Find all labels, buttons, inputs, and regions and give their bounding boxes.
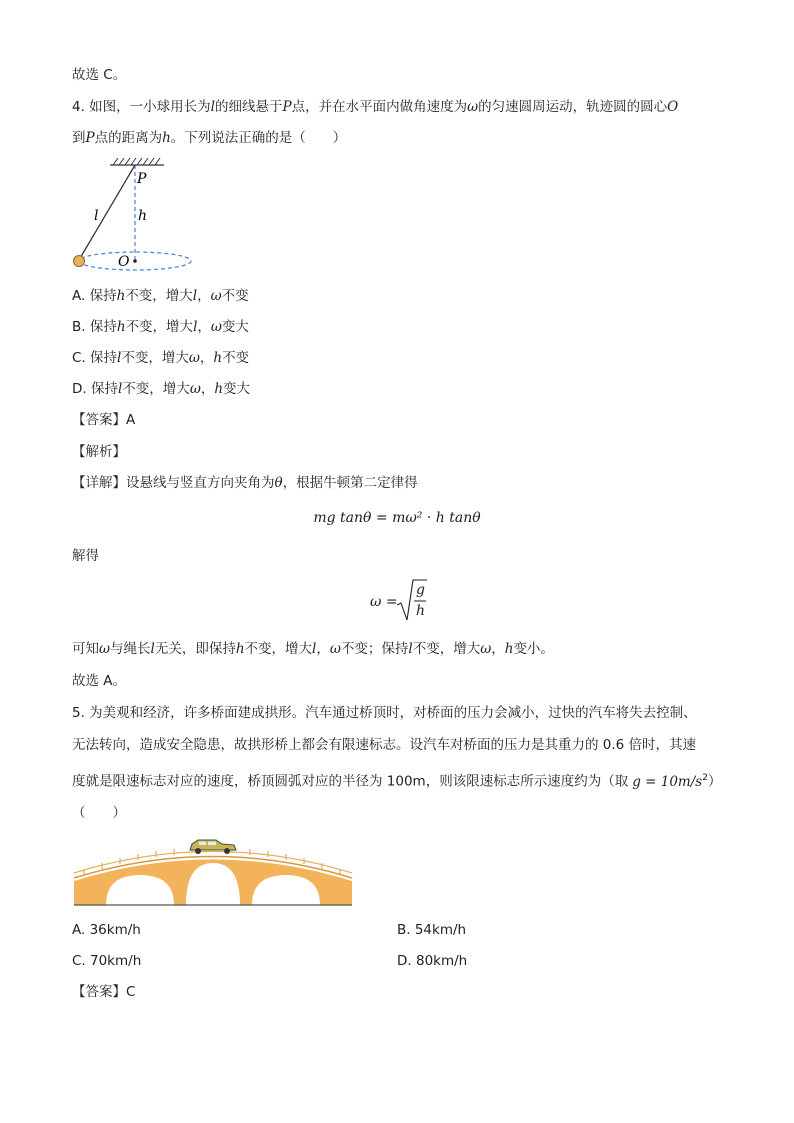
text: D. 保持: [72, 381, 118, 397]
symbol: ω: [210, 319, 222, 335]
text: ）: [707, 773, 722, 790]
text: 不变: [222, 350, 250, 366]
text: C. 保持: [72, 350, 118, 366]
symbol: l: [117, 381, 123, 397]
symbol: h: [235, 641, 245, 657]
conclusion-4: 可知ω与绳长l无关，即保持h不变，增大l，ω不变；保持l不变，增大ω，h变小。: [72, 641, 554, 657]
text: 4. 如图，一小球用长为: [72, 99, 211, 115]
symbol: h: [504, 641, 514, 657]
fraction-numerator: g: [416, 582, 425, 598]
text: 的匀速圆周运动，轨迹圆的圆心: [478, 99, 668, 115]
symbol: ω: [188, 350, 200, 366]
text: 变大: [223, 381, 251, 397]
symbol: h: [116, 288, 126, 304]
symbol: h: [162, 130, 171, 146]
symbol: ω: [480, 641, 492, 657]
symbol: g = 10m/s: [632, 773, 703, 790]
option-D: D. 80km/h: [397, 953, 468, 969]
symbol: h: [213, 350, 223, 366]
option-A: A. 保持h不变，增大l，ω不变: [72, 288, 249, 304]
text: 可知: [72, 641, 99, 657]
text: 的细线悬于: [215, 99, 283, 115]
label-P: P: [137, 171, 147, 187]
symbol: P: [282, 99, 292, 115]
arch-bridge-figure: [72, 833, 354, 909]
analysis-4: 【解析】: [72, 444, 126, 460]
text: 不变，增大: [412, 641, 481, 657]
symbol: l: [312, 641, 317, 657]
question-5-blank: （ ）: [72, 805, 126, 821]
symbol: l: [117, 350, 122, 366]
question-5-line1: 5. 为美观和经济，许多桥面建成拱形。汽车通过桥顶时，对桥面的压力会减小，过快的汽车将失去控制、: [72, 705, 697, 721]
option-A: A. 36km/h: [72, 922, 141, 938]
text: 到: [72, 130, 86, 146]
label-l: l: [94, 208, 99, 224]
text: 点的距离为: [94, 130, 163, 146]
formula-newton: [0, 510, 794, 526]
text: 度就是限速标志对应的速度，桥顶圆弧对应的半径为 100m，则该限速标志所示速度约为（取: [72, 773, 629, 790]
symbol: l: [408, 641, 413, 657]
text: 点，并在水平面内做角速度为: [291, 99, 468, 115]
text: 无关，即保持: [154, 641, 236, 657]
text: 不变，增大: [122, 381, 190, 397]
answer-4: 【答案】A: [72, 412, 136, 428]
solve-label: 解得: [72, 548, 99, 564]
text: B. 保持: [72, 319, 117, 335]
text: 不变，增大: [244, 641, 313, 657]
symbol: l: [210, 99, 215, 115]
symbol: l: [193, 319, 198, 335]
option-D: D. 保持l不变，增大ω，h变大: [72, 381, 251, 397]
text: 【详解】设悬线与竖直方向夹角为: [72, 475, 275, 491]
text: 不变，增大: [125, 288, 193, 304]
symbol: ω: [329, 641, 341, 657]
question-5-line3: [72, 769, 721, 791]
question-4-stem: [72, 98, 678, 116]
text: ，根据牛顿第二定律得: [282, 475, 418, 491]
symbol: ω: [210, 288, 222, 304]
superscript: 2: [702, 773, 708, 783]
text: 不变，增大: [125, 319, 194, 335]
detail-4: [72, 474, 418, 492]
symbol: P: [85, 130, 95, 146]
symbol: θ: [274, 475, 283, 491]
symbol: O: [667, 99, 679, 115]
pendulum-figure: [66, 156, 206, 276]
text: 不变: [221, 288, 249, 304]
text: 变小。: [513, 641, 554, 657]
symbol: ω: [99, 641, 111, 657]
formula-lhs: ω =: [370, 594, 398, 610]
option-B: B. 保持h不变，增大l，ω变大: [72, 319, 249, 335]
answer-5: 【答案】C: [72, 984, 136, 1000]
fraction-denominator: h: [416, 603, 426, 619]
symbol: h: [214, 381, 224, 397]
symbol: l: [192, 288, 198, 304]
text-line: 故选 C。: [72, 67, 127, 83]
symbol: l: [150, 641, 155, 657]
option-C: C. 70km/h: [72, 953, 142, 969]
symbol: ω: [189, 381, 201, 397]
question-5-line2: 无法转向，造成安全隐患，故拱形桥上都会有限速标志。设汽车对桥面的压力是其重力的 0.6 倍时，其速: [72, 737, 697, 753]
option-B: B. 54km/h: [397, 922, 467, 938]
option-C: C. 保持l不变，增大ω，h不变: [72, 350, 250, 366]
formula-omega: [368, 578, 448, 624]
text: 不变，增大: [121, 350, 189, 366]
text: 。下列说法正确的是（ ）: [170, 130, 347, 146]
symbol: h: [116, 319, 126, 335]
question-4-stem-cont: [72, 129, 346, 147]
text: 不变；保持: [340, 641, 409, 657]
choose-A: 故选 A。: [72, 673, 127, 689]
text: 与绳长: [110, 641, 151, 657]
symbol: ω: [467, 99, 479, 115]
text: A. 保持: [72, 288, 117, 304]
formula-text: mg tanθ = mω² · h tanθ: [313, 510, 481, 526]
label-h: h: [138, 208, 148, 224]
label-O: O: [118, 254, 130, 270]
text: 变大: [221, 319, 249, 335]
